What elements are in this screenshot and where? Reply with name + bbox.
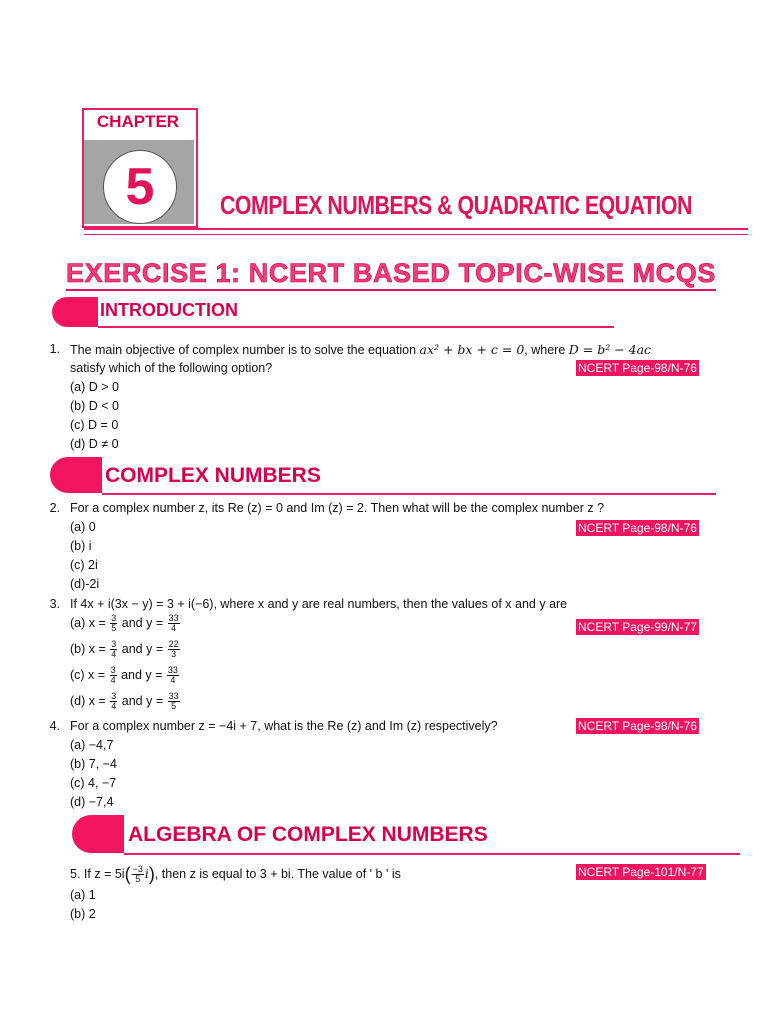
option: (d) D ≠ 0 <box>70 437 119 451</box>
fraction <box>110 614 117 633</box>
chapter-title: COMPLEX NUMBERS & QUADRATIC EQUATION <box>220 190 692 220</box>
section-rule <box>102 493 716 495</box>
question-5-text <box>70 864 401 885</box>
imaginary-unit: i <box>144 865 149 881</box>
fraction-numerator: 3 <box>111 613 117 623</box>
question-3-text: If 4x + i(3x − y) = 3 + i(−6), where x and y are real numbers, then the values of x and y are <box>70 597 568 611</box>
fraction <box>167 666 179 685</box>
option: (b) D < 0 <box>70 399 119 413</box>
option-mid: and y = <box>121 693 164 708</box>
section-title-complex-numbers: COMPLEX NUMBERS <box>105 464 321 487</box>
fraction-numerator: 22 <box>168 639 179 649</box>
fraction <box>168 692 180 711</box>
fraction-denominator: 5 <box>135 874 141 884</box>
fraction-denominator: 3 <box>171 649 177 659</box>
option <box>70 640 181 659</box>
section-rule <box>124 853 740 855</box>
fraction-denominator: 5 <box>171 701 177 711</box>
question-1-text-a: The main objective of complex number is to solve the equation <box>70 343 420 357</box>
question-1-text <box>70 342 651 357</box>
question-5-suffix: , then z is equal to 3 + bi. The value of ' b ' is <box>154 866 401 881</box>
question-1-equation: ax² + bx + c = 0 <box>419 342 525 357</box>
ncert-reference-tag: NCERT Page-99/N-77 <box>578 620 697 634</box>
fraction <box>168 614 180 633</box>
option: (a) 0 <box>70 520 96 534</box>
question-5-prefix: If z = 5i <box>83 866 125 881</box>
fraction-denominator: 4 <box>110 675 116 685</box>
exercise-underline <box>66 289 716 291</box>
option-mid: and y = <box>121 641 164 656</box>
fraction-denominator: 4 <box>171 623 177 633</box>
option-label: (b) x = <box>70 641 106 656</box>
fraction-numerator: 33 <box>167 665 178 675</box>
chapter-number: 5 <box>103 150 177 224</box>
question-number: 5. <box>70 866 81 881</box>
question-2-text: For a complex number z, its Re (z) = 0 and Im (z) = 2. Then what will be the complex number z ? <box>70 501 605 515</box>
ncert-reference-tag: NCERT Page-98/N-76 <box>578 719 697 733</box>
section-title-algebra-of-complex-numbers: ALGEBRA OF COMPLEX NUMBERS <box>128 823 488 846</box>
fraction-denominator: 5 <box>111 623 117 633</box>
option: (d)-2i <box>70 577 100 591</box>
option-mid: and y = <box>121 667 163 682</box>
section-rule <box>98 326 614 328</box>
question-number: 4. <box>49 719 60 733</box>
fraction-numerator: 33 <box>168 613 179 623</box>
option-label: (a) x = <box>70 615 106 630</box>
option: (a) D > 0 <box>70 380 119 394</box>
fraction <box>132 865 144 884</box>
fraction <box>168 640 180 659</box>
fraction-numerator: −3 <box>132 864 143 874</box>
option <box>70 666 180 685</box>
section-marker <box>72 815 124 853</box>
question-number: 2. <box>49 501 60 515</box>
option <box>70 692 181 711</box>
title-divider <box>84 228 748 230</box>
section-marker <box>52 297 98 327</box>
option: (a) −4,7 <box>70 738 114 752</box>
option-label: (c) x = <box>70 667 106 682</box>
ncert-reference-tag: NCERT Page-98/N-76 <box>578 361 697 375</box>
chapter-label: CHAPTER <box>96 112 180 131</box>
paren-close: ) <box>148 864 155 884</box>
question-number: 1. <box>49 342 60 356</box>
ncert-reference-tag: NCERT Page-98/N-76 <box>578 521 697 535</box>
fraction-numerator: 3 <box>111 639 117 649</box>
exercise-title: EXERCISE 1: NCERT BASED TOPIC-WISE MCQS <box>66 258 716 288</box>
question-number: 3. <box>49 597 60 611</box>
paren-open: ( <box>124 864 131 884</box>
ncert-reference-tag: NCERT Page-101/N-77 <box>578 865 704 879</box>
fraction-numerator: 3 <box>111 691 117 701</box>
option: (c) 4, −7 <box>70 776 117 790</box>
option: (b) 2 <box>70 907 96 921</box>
option: (d) −7,4 <box>70 795 114 809</box>
option-label: (d) x = <box>70 693 106 708</box>
question-1-text-b: , where <box>524 343 569 357</box>
fraction-denominator: 4 <box>111 701 117 711</box>
option: (a) 1 <box>70 888 96 902</box>
option: (c) D = 0 <box>70 418 119 432</box>
option <box>70 614 181 633</box>
fraction <box>110 666 117 685</box>
fraction-numerator: 33 <box>168 691 179 701</box>
fraction-numerator: 3 <box>110 665 116 675</box>
fraction <box>110 640 117 659</box>
option: (b) 7, −4 <box>70 757 117 771</box>
fraction-denominator: 4 <box>111 649 117 659</box>
fraction <box>110 692 117 711</box>
option: (c) 2i <box>70 558 98 572</box>
question-4-text: For a complex number z = −4i + 7, what is the Re (z) and Im (z) respectively? <box>70 719 498 733</box>
option: (b) i <box>70 539 92 553</box>
question-1-discriminant: D = b² − 4ac <box>568 342 652 357</box>
section-title-introduction: INTRODUCTION <box>100 300 238 320</box>
question-1-text-line2: satisfy which of the following option? <box>70 361 273 375</box>
title-divider-thin <box>84 234 748 235</box>
option-mid: and y = <box>121 615 164 630</box>
section-marker <box>50 457 102 493</box>
fraction-denominator: 4 <box>170 675 176 685</box>
